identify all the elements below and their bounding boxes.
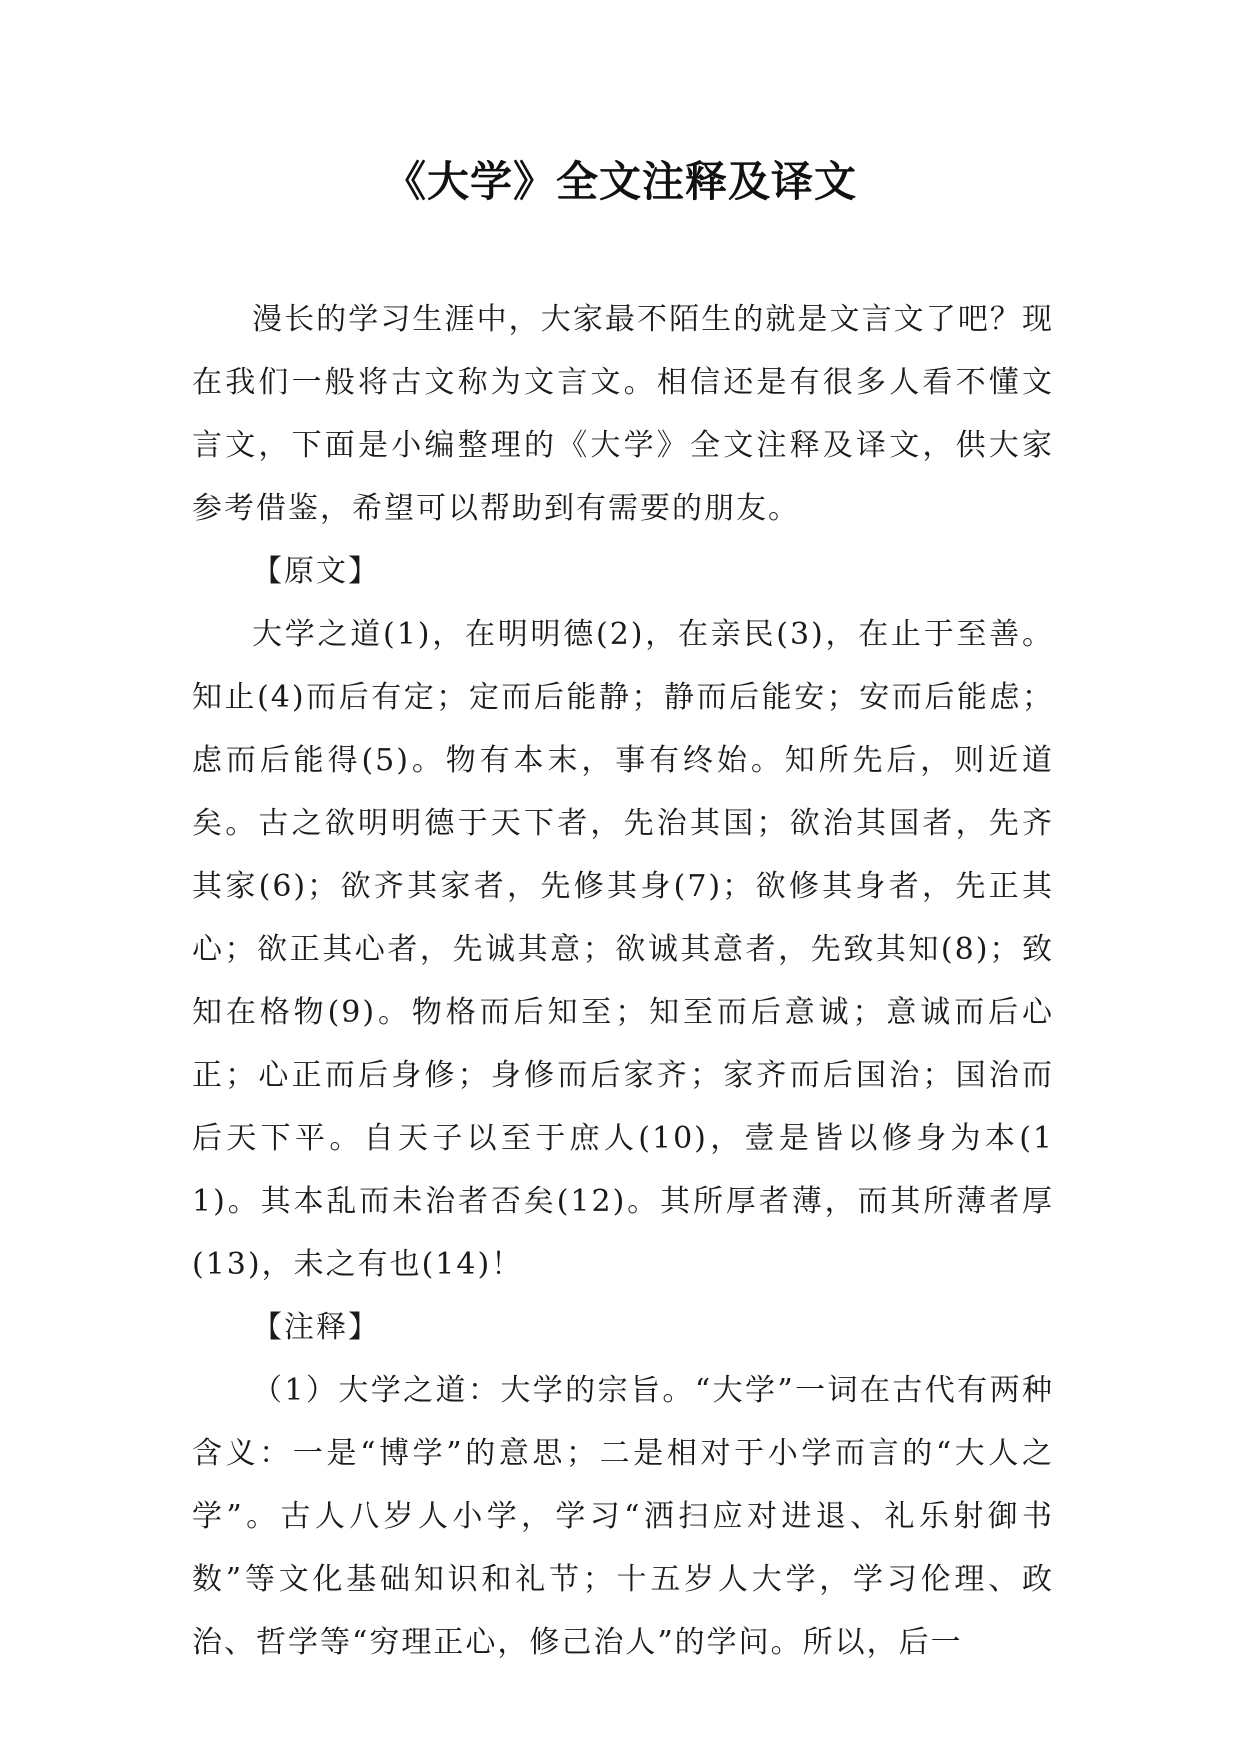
intro-paragraph: 漫长的学习生涯中，大家最不陌生的就是文言文了吧？现在我们一般将古文称为文言文。相信还是有很多人看不懂文言文，下面是小编整理的《大学》全文注释及译文，供大家参考借鉴，希望可以帮助到有需要的朋友。: [192, 302, 1054, 526]
document-title: 《大学》全文注释及译文: [383, 157, 857, 206]
document-body: [192, 288, 1054, 1674]
section-heading-notes: 【注释】: [252, 1310, 380, 1345]
original-text-paragraph: 大学之道(1)，在明明德(2)，在亲民(3)，在止于至善。知止(4)而后有定；定而后能静；静而后能安；安而后能虑；虑而后能得(5)。物有本末，事有终始。知所先后，则近道矣。古之欲明明德于天下者，先治其国；欲治其国者，先齐其家(6)；欲齐其家者，先修其身(7)；欲修其身者，先正其心；欲正其心者，先诚其意；欲诚其意者，先致其知(8)；致知在格物(9)。物格而后知至；知至而后意诚；意诚而后心正；心正而后身修；身修而后家齐；家齐而后国治；国治而后天下平。自天子以至于庶人(10)，壹是皆以修身为本(11)。其本乱而未治者否矣(12)。其所厚者薄，而其所薄者厚(13)，未之有也(14)！: [192, 617, 1054, 1282]
section-heading-original: 【原文】: [252, 554, 380, 589]
note-paragraph-1: （1）大学之道：大学的宗旨。“大学”一词在古代有两种含义：一是“博学”的意思；二是相对于小学而言的“大人之学”。古人八岁人小学，学习“洒扫应对进退、礼乐射御书数”等文化基础知识和礼节；十五岁人大学，学习伦理、政治、哲学等“穷理正心，修己治人”的学问。所以，后一: [192, 1373, 1054, 1660]
